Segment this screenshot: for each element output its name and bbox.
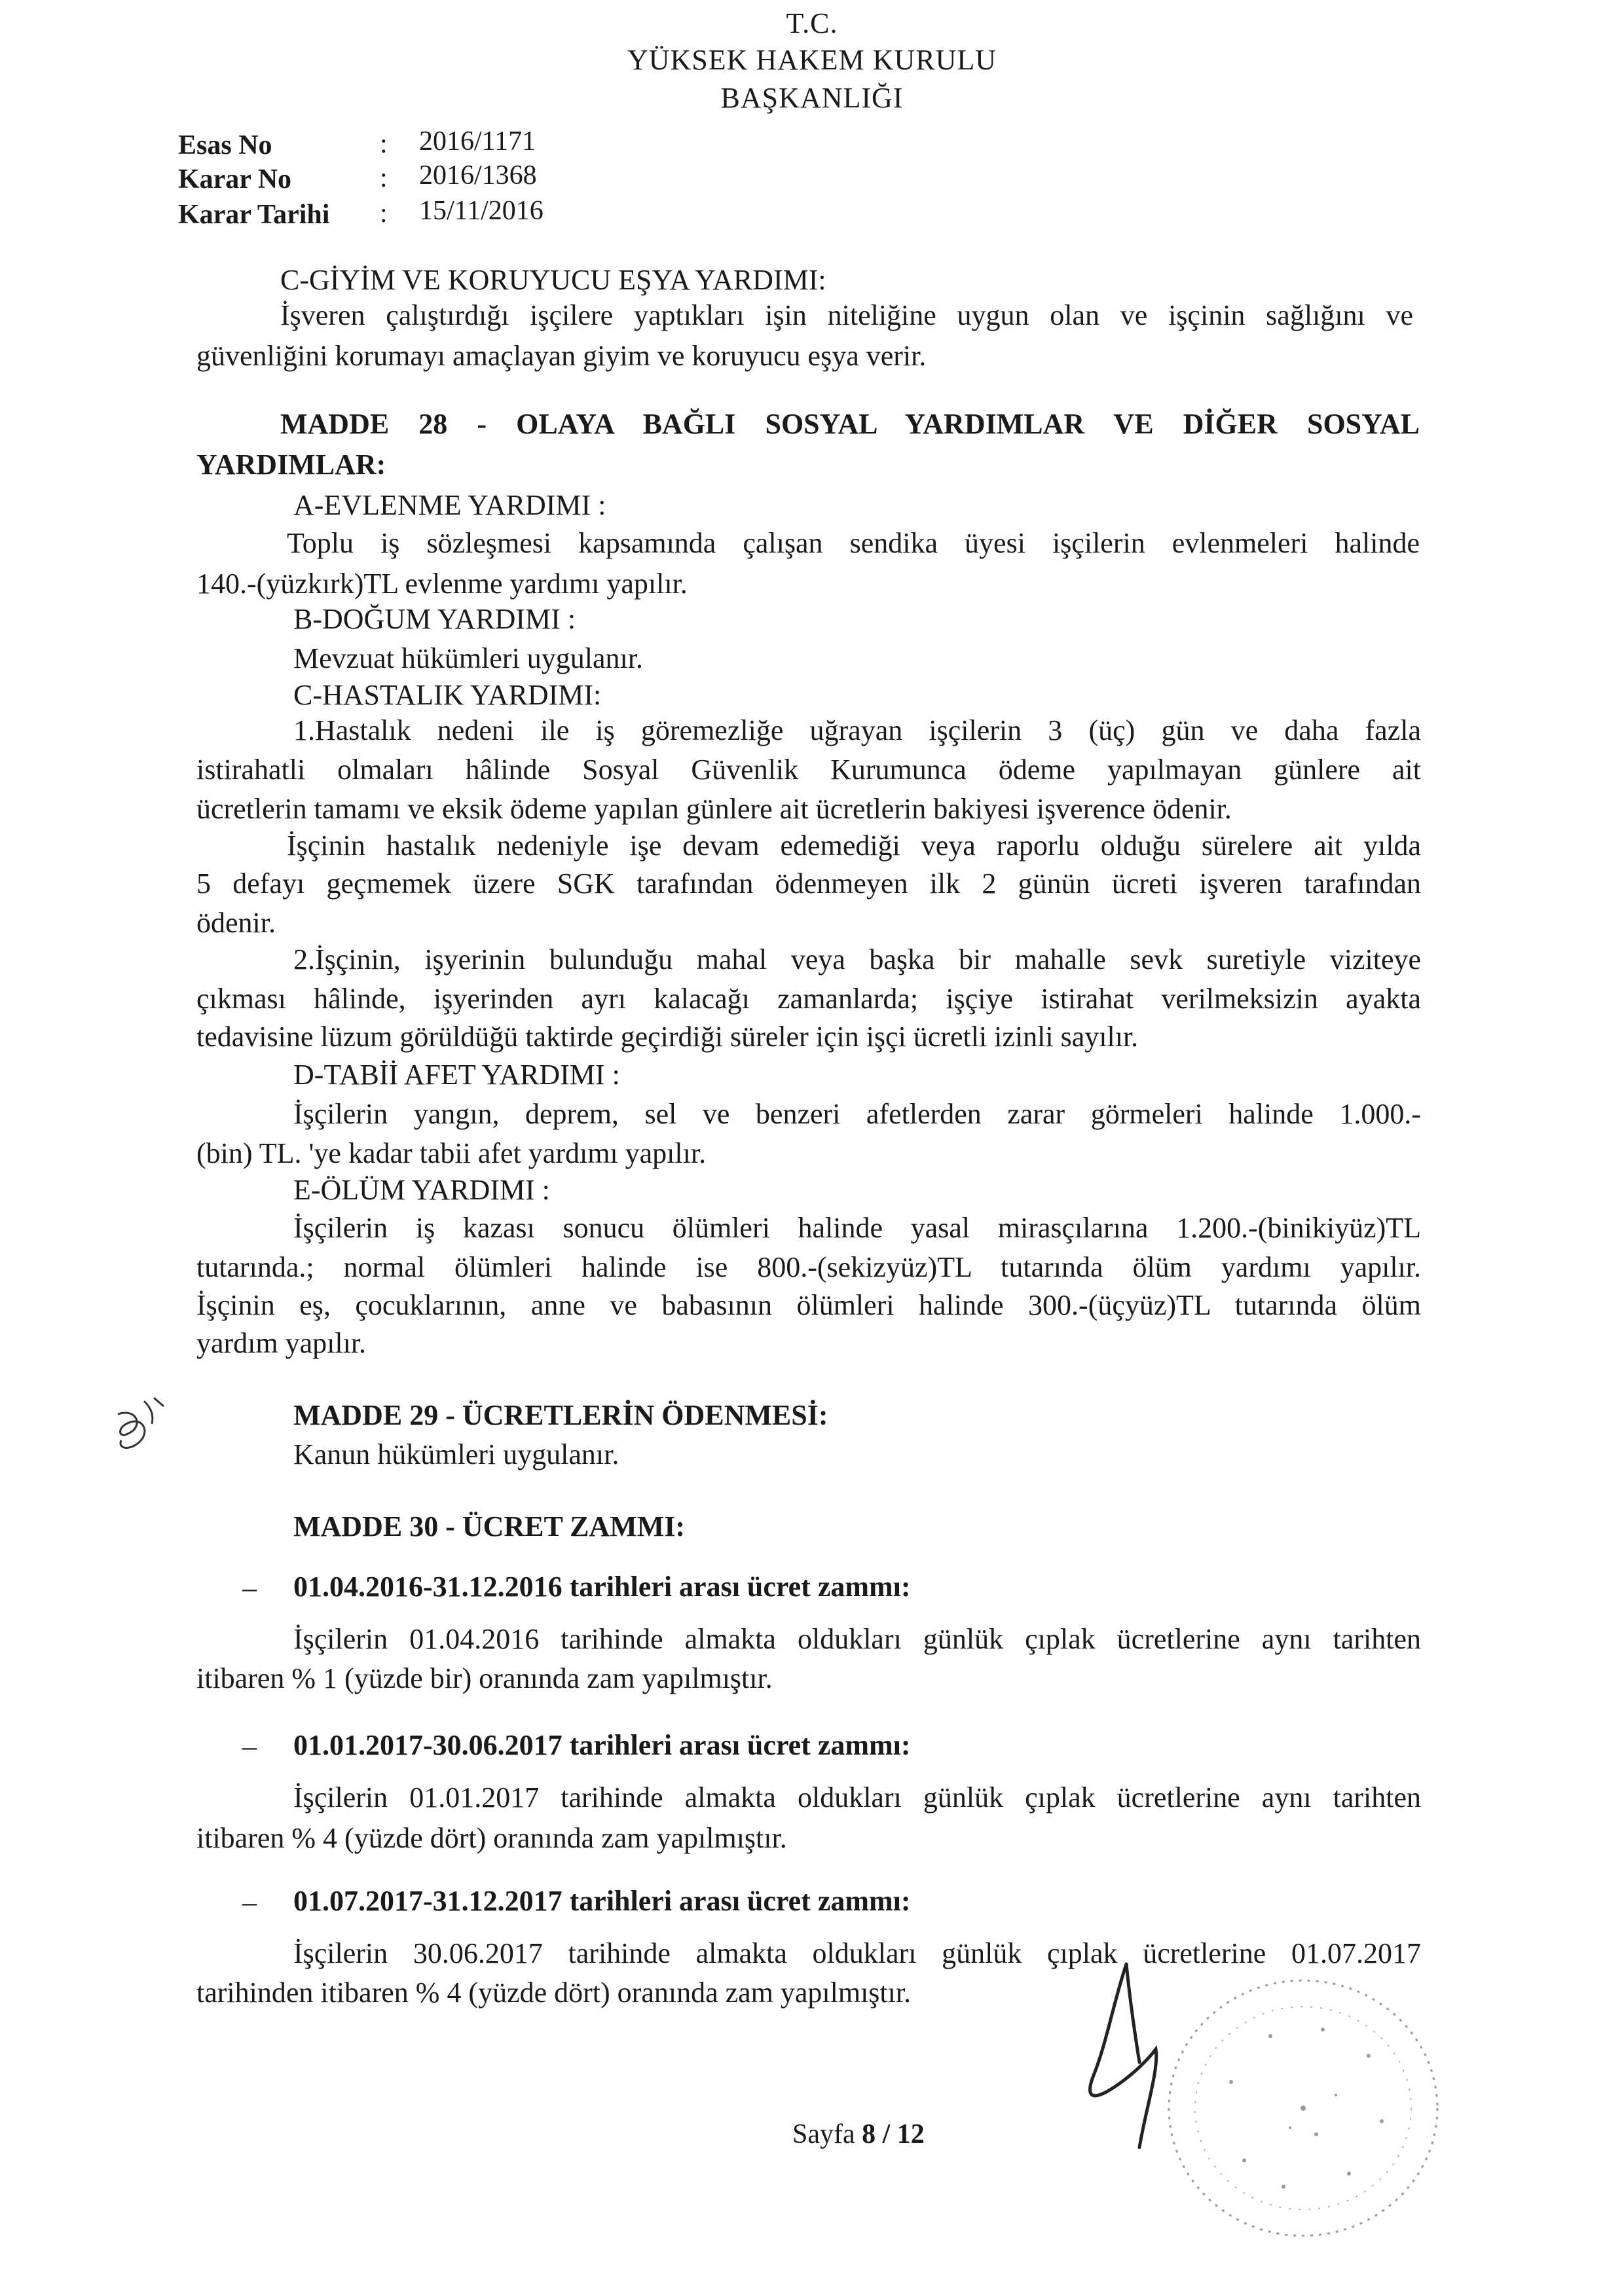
page-number: [792, 2119, 925, 2150]
subsection-title: 01.01.2017-30.06.2017 tarihleri arası ücret zammı:: [293, 1729, 911, 1761]
meta-value-esas: 2016/1171: [419, 126, 536, 156]
paragraph-line: İşveren çalıştırdığı işçilere yaptıkları işin niteliğine uygun olan ve işçinin sağlığını ve: [280, 299, 1413, 331]
list-dash: –: [242, 1886, 257, 1918]
section-title: B-DOĞUM YARDIMI :: [293, 603, 576, 635]
paragraph-line: itibaren % 1 (yüzde bir) oranında zam yapılmıştır.: [196, 1662, 773, 1694]
meta-value-karar: 2016/1368: [419, 160, 537, 191]
paragraph-line: Mevzuat hükümleri uygulanır.: [293, 642, 643, 674]
paragraph-line: İşçilerin 01.01.2017 tarihinde almakta oldukları günlük çıplak ücretlerine aynı tarihten: [293, 1781, 1421, 1813]
official-stamp: [1153, 1964, 1454, 2252]
list-dash: –: [242, 1730, 257, 1762]
article-title: MADDE 30 - ÜCRET ZAMMI:: [293, 1510, 686, 1542]
paragraph-line: 1.Hastalık nedeni ile iş göremezliğe uğrayan işçilerin 3 (üç) gün ve daha fazla: [293, 714, 1421, 746]
margin-initials: [98, 1388, 183, 1473]
section-title: C-GİYİM VE KORUYUCU EŞYA YARDIMI:: [280, 264, 826, 296]
paragraph-line: güvenliğini korumayı amaçlayan giyim ve koruyucu eşya verir.: [196, 340, 927, 372]
meta-value-tarih: 15/11/2016: [419, 196, 544, 226]
subsection-title: 01.04.2016-31.12.2016 tarihleri arası ücret zammı:: [293, 1571, 911, 1603]
article-title: YARDIMLAR:: [196, 448, 386, 481]
page-count: 8 / 12: [862, 2119, 925, 2149]
subsection-title: 01.07.2017-31.12.2017 tarihleri arası ücret zammı:: [293, 1885, 911, 1917]
header-org: YÜKSEK HAKEM KURULU: [627, 44, 997, 76]
paragraph-line: ücretlerin tamamı ve eksik ödeme yapılan günlere ait ücretlerin bakiyesi işverence ödenir.: [196, 793, 1232, 825]
meta-label-tarih: Karar Tarihi: [178, 200, 330, 230]
paragraph-line: (bin) TL. 'ye kadar tabii afet yardımı yapılır.: [196, 1137, 707, 1169]
section-title: D-TABİİ AFET YARDIMI :: [293, 1059, 620, 1091]
article-title: MADDE 28 - OLAYA BAĞLI SOSYAL YARDIMLAR VE DİĞER SOSYAL: [280, 408, 1420, 440]
paragraph-line: istirahatli olmaları hâlinde Sosyal Güvenlik Kurumunca ödeme yapılmayan günlere ait: [196, 754, 1421, 786]
paragraph-line: 140.-(yüzkırk)TL evlenme yardımı yapılır.: [196, 568, 688, 600]
meta-label-karar: Karar No: [178, 164, 292, 194]
paragraph-line: İşçinin hastalık nedeniyle işe devam edemediği veya raporlu olduğu sürelere ait yılda: [287, 829, 1421, 862]
paragraph-line: İşçilerin yangın, deprem, sel ve benzeri afetlerden zarar görmeleri halinde 1.000.-: [293, 1098, 1421, 1130]
paragraph-line: tarihinden itibaren % 4 (yüzde dört) oranında zam yapılmıştır.: [196, 1977, 912, 2009]
article-title: MADDE 29 - ÜCRETLERİN ÖDENMESİ:: [293, 1399, 828, 1431]
meta-label-esas: Esas No: [178, 130, 272, 160]
header-dept: BAŞKANLIĞI: [720, 82, 904, 114]
paragraph-line: itibaren % 4 (yüzde dört) oranında zam yapılmıştır.: [196, 1822, 787, 1854]
page-prefix: Sayfa: [792, 2119, 855, 2149]
paragraph-line: İşçilerin 30.06.2017 tarihinde almakta oldukları günlük çıplak ücretlerine 01.07.2017: [293, 1937, 1421, 1969]
paragraph-line: Toplu iş sözleşmesi kapsamında çalışan sendika üyesi işçilerin evlenmeleri halinde: [287, 527, 1420, 559]
paragraph-line: 2.İşçinin, işyerinin bulunduğu mahal veya başka bir mahalle sevk suretiyle viziteye: [293, 943, 1421, 975]
paragraph-line: İşçilerin 01.04.2016 tarihinde almakta oldukları günlük çıplak ücretlerine aynı tarihten: [293, 1623, 1421, 1655]
paragraph-line: yardım yapılır.: [196, 1327, 367, 1359]
header-tc: T.C.: [786, 7, 838, 39]
paragraph-line: Kanun hükümleri uygulanır.: [293, 1438, 619, 1470]
paragraph-line: ödenir.: [196, 907, 276, 939]
meta-colon: :: [380, 163, 388, 193]
section-title: E-ÖLÜM YARDIMI :: [293, 1174, 550, 1206]
section-title: A-EVLENME YARDIMI :: [293, 489, 606, 521]
list-dash: –: [242, 1572, 257, 1604]
meta-colon: :: [380, 129, 388, 159]
paragraph-line: tedavisine lüzum görüldüğü taktirde geçirdiği süreler için işçi ücretli izinli sayılır.: [196, 1021, 1139, 1053]
paragraph-line: tutarında.; normal ölümleri halinde ise 800.-(sekizyüz)TL tutarında ölüm yardımı yapılır.: [196, 1251, 1421, 1283]
paragraph-line: İşçilerin iş kazası sonucu ölümleri halinde yasal mirasçılarına 1.200.-(binikiyüz)TL: [293, 1212, 1421, 1244]
meta-colon: :: [380, 198, 388, 228]
paragraph-line: İşçinin eş, çocuklarının, anne ve babasının ölümleri halinde 300.-(üçyüz)TL tutarında ölüm: [196, 1289, 1421, 1321]
section-title: C-HASTALIK YARDIMI:: [293, 679, 602, 711]
paragraph-line: 5 defayı geçmemek üzere SGK tarafından ödenmeyen ilk 2 günün ücreti işveren tarafından: [196, 867, 1421, 900]
paragraph-line: çıkması hâlinde, işyerinden ayrı kalacağı zamanlarda; işçiye istirahat verilmeksizin ayakta: [196, 983, 1421, 1015]
